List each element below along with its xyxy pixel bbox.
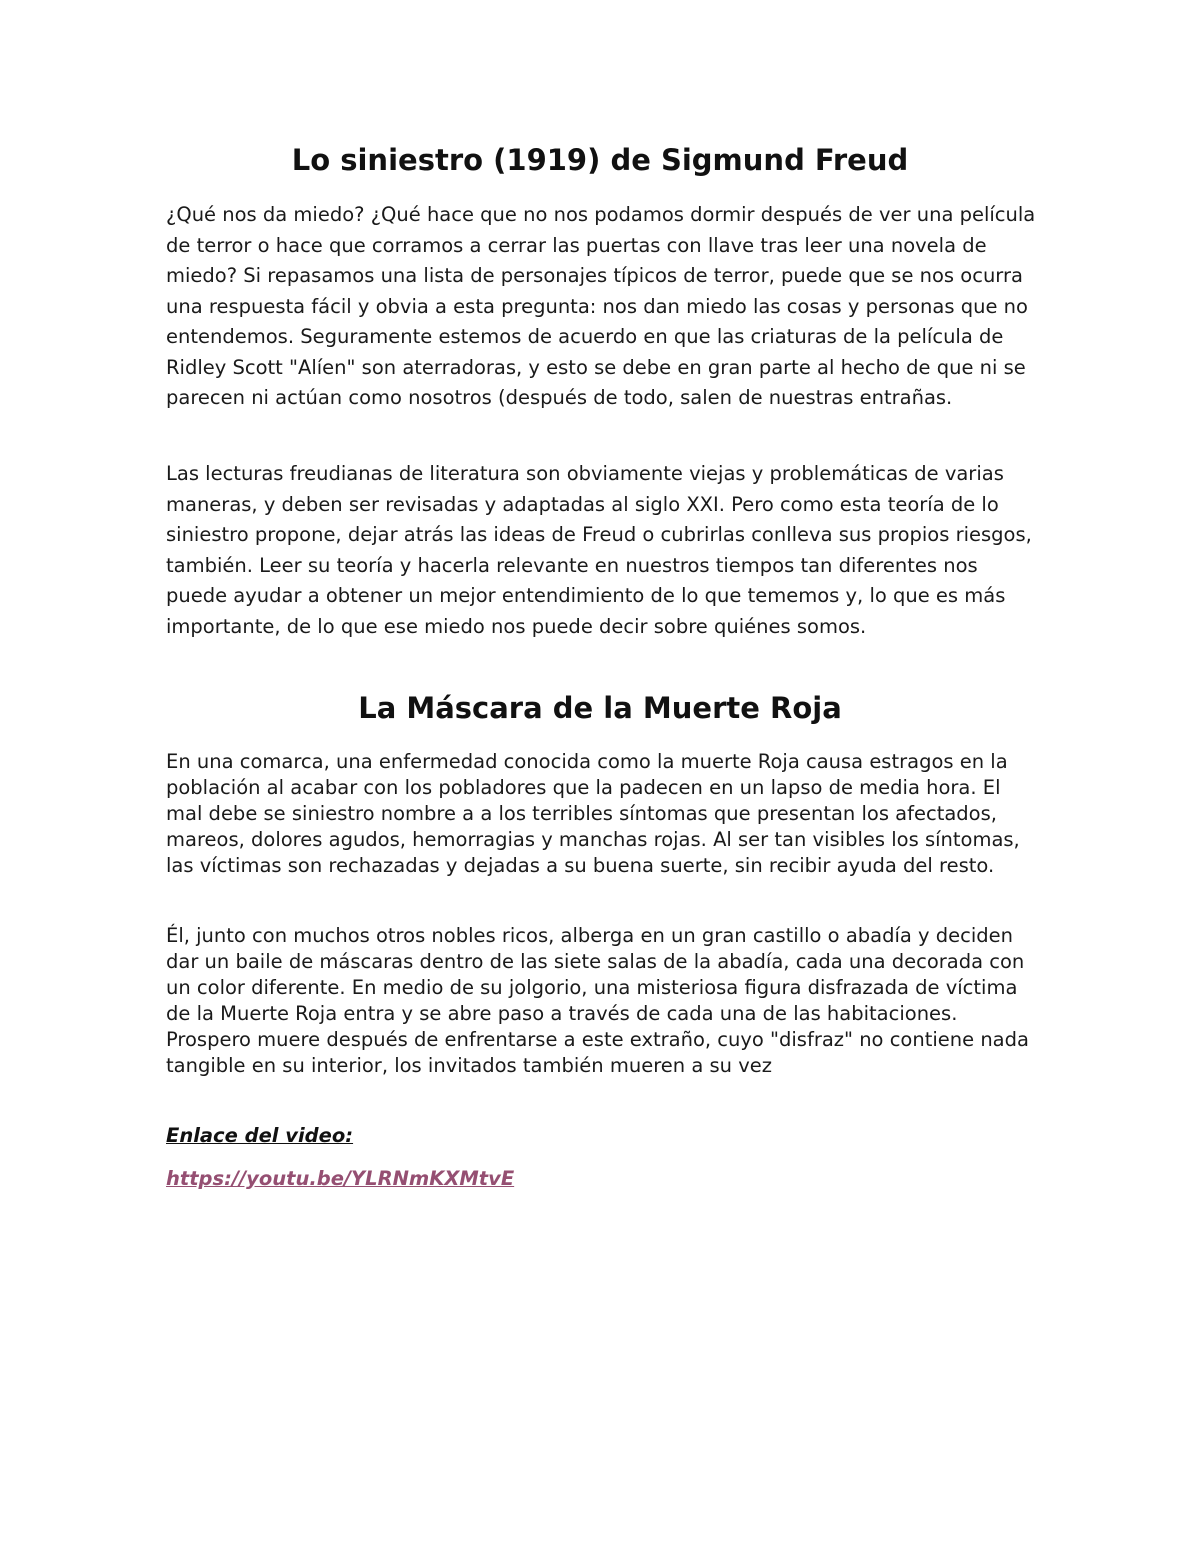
paragraph-mascara-1: En una comarca, una enfermedad conocida como la muerte Roja causa estragos en la población al acabar con los pobladores que la padecen en un lapso de media hora. El mal debe se siniestro nombre a a los terribles síntomas que presentan los afectados, mareos, dolores agudos, hemorragias y manchas rojas. Al ser tan visibles los síntomas, las víctimas son rechazadas y dejadas a su buena suerte, sin recibir ayuda del resto. [166, 750, 1020, 877]
paragraph-freud-1: ¿Qué nos da miedo? ¿Qué hace que no nos podamos dormir después de ver una película de terror o hace que corramos a cerrar las puertas con llave tras leer una novela de miedo? Si repasamos una lista de personajes típicos de terror, puede que se nos ocurra una respuesta fácil y obvia a esta pregunta: nos dan miedo las cosas y personas que no entendemos. Seguramente estemos de acuerdo en que las criaturas de la película de Ridley Scott "Alíen" son aterradoras, y esto se debe en gran parte al hecho de que ni se parecen ni actúan como nosotros (después de todo, salen de nuestras entrañas. [166, 203, 1036, 409]
video-link[interactable]: https://youtu.be/YLRNmKXMtvE [166, 1167, 515, 1190]
paragraph-freud-2: Las lecturas freudianas de literatura son obviamente viejas y problemáticas de varias maneras, y deben ser revisadas y adaptadas al siglo XXI. Pero como esta teoría de lo siniestro propone, dejar atrás las ideas de Freud o cubrirlas conlleva sus propios riesgos, también. Leer su teoría y hacerla relevante en nuestros tiempos tan diferentes nos puede ayudar a obtener un mejor entendimiento de lo que tememos y, lo que es más importante, de lo que ese miedo nos puede decir sobre quiénes somos. [166, 462, 1032, 638]
section-title-lo-siniestro: Lo siniestro (1919) de Sigmund Freud [291, 143, 909, 177]
section-title-mascara: La Máscara de la Muerte Roja [358, 691, 842, 725]
video-link-label: Enlace del video: [166, 1124, 354, 1147]
paragraph-mascara-2: Él, junto con muchos otros nobles ricos, alberga en un gran castillo o abadía y deciden dar un baile de máscaras dentro de las siete salas de la abadía, cada una decorada con un color diferente. En medio de su jolgorio, una misteriosa figura disfrazada de víctima de la Muerte Roja entra y se abre paso a través de cada una de las habitaciones. Prospero muere después de enfrentarse a este extraño, cuyo "disfraz" no contiene nada tangible en su interior, los invitados también mueren a su vez [166, 924, 1029, 1077]
